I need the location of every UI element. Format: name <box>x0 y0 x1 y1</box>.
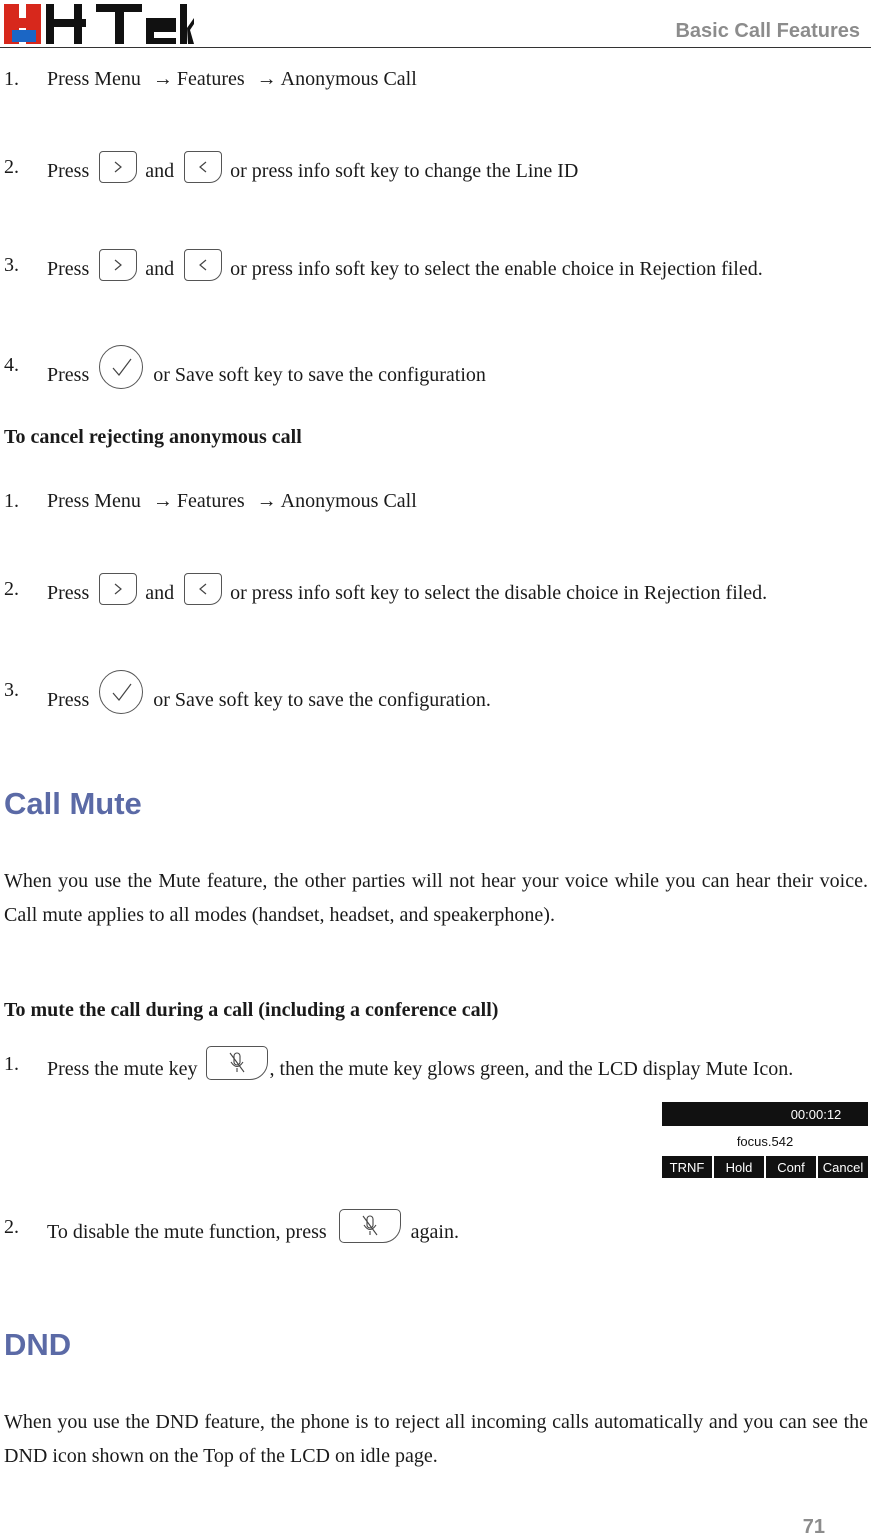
lcd-softkey-hold: Hold <box>725 1160 753 1175</box>
lcd-line: focus.542 <box>736 1134 794 1149</box>
left-arrow-key-icon <box>184 151 222 183</box>
dnd-heading: DND <box>4 1327 72 1362</box>
right-arrow-key-icon <box>99 573 137 605</box>
ok-check-key-icon <box>99 345 143 389</box>
htek-logo <box>4 2 194 46</box>
ok-check-key-icon <box>99 670 143 714</box>
mute-key-icon <box>339 1209 401 1243</box>
mute-subheading: To mute the call during a call (including a conference call) <box>4 999 499 1021</box>
header-divider <box>0 47 871 48</box>
left-arrow-key-icon <box>184 249 222 281</box>
arrow-right-icon: → <box>256 490 277 512</box>
left-arrow-key-icon <box>184 573 222 605</box>
cancel-heading: To cancel rejecting anonymous call <box>4 426 302 448</box>
lcd-softkey-cancel: Cancel <box>822 1160 864 1175</box>
lcd-mute-display <box>662 1102 868 1178</box>
call-mute-heading: Call Mute <box>4 786 142 821</box>
arrow-right-icon: → <box>152 490 173 512</box>
lcd-timer: 00:00:12 <box>790 1107 842 1122</box>
section-title: Basic Call Features <box>675 20 860 42</box>
step-number: 1. <box>4 68 19 90</box>
arrow-right-icon: → <box>152 68 173 90</box>
lcd-softkey-trnf: TRNF <box>669 1160 705 1175</box>
dnd-intro: When you use the DND feature, the phone is to reject all incoming calls automatically and you can see the DND icon shown on the Top of the LCD on idle page. <box>4 1411 868 1467</box>
mute-key-icon <box>206 1046 268 1080</box>
right-arrow-key-icon <box>99 249 137 281</box>
right-arrow-key-icon <box>99 151 137 183</box>
lcd-softkey-conf: Conf <box>777 1160 805 1175</box>
call-mute-intro: When you use the Mute feature, the other parties will not hear your voice while you can hear their voice. Call mute applies to all modes (handset, headset, and speakerphone). <box>4 870 868 926</box>
arrow-right-icon: → <box>256 68 277 90</box>
page-number: 71 <box>802 1516 825 1538</box>
